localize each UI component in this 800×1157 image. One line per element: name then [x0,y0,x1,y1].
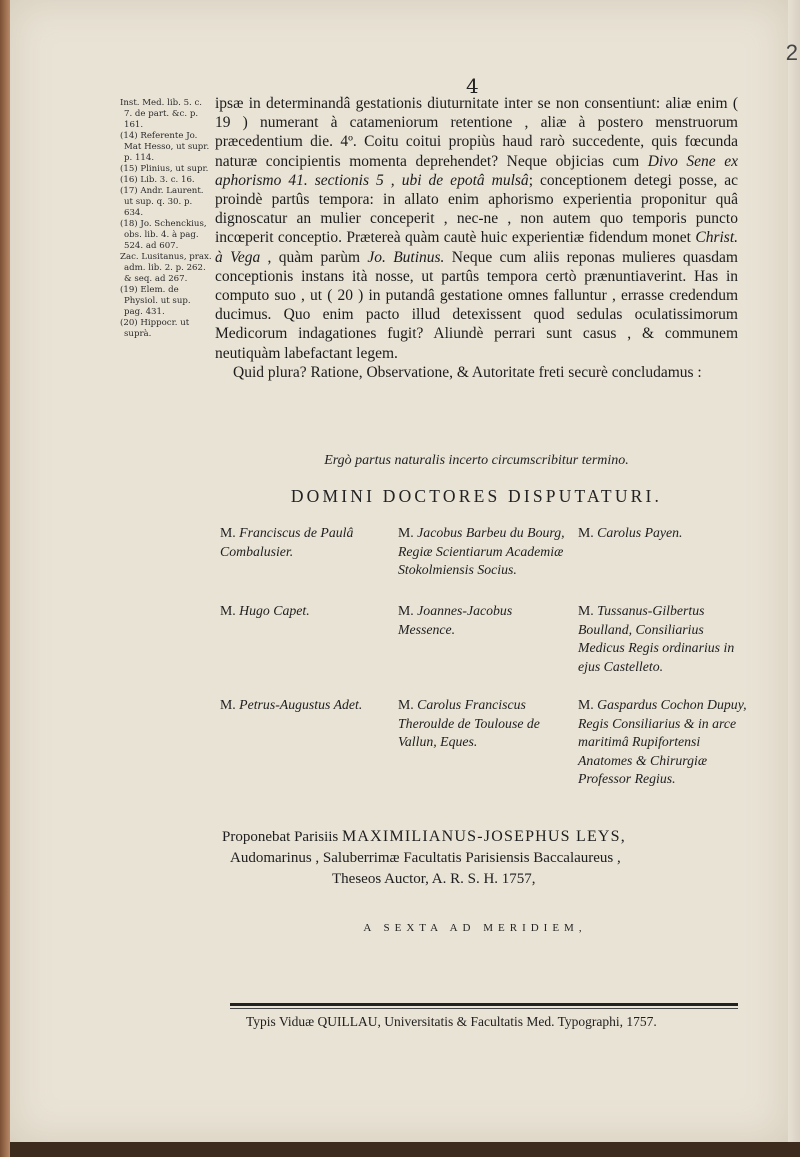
author-name: Christ. à Vega [215,229,738,266]
doctor-entry [578,602,748,676]
doctor-name: Petrus-Augustus Adet. [239,697,363,712]
text-run: , quàm parùm [260,248,368,266]
doctor-name: Hugo Capet. [239,603,310,618]
printer-imprint: Typis Viduæ QUILLAU, Universitatis & Facultatis Med. Typographi, 1757. [246,1014,657,1029]
main-text [215,94,738,382]
note: (14) Referente Jo. Mat Hesso, ut supr. p. 114. [120,131,210,163]
note: (15) Plinius, ut supr. [120,164,209,174]
note: Inst. Med. lib. 5. c. 7. de part. &c. p. 161. [120,98,203,130]
paragraph: Quid plura? Ratione, Observatione, & Autoritate freti securè concludamus : [233,363,702,381]
doctor-title: M. [398,603,414,618]
doctor-name: Carolus Franciscus Theroulde de Toulouse de Vallun, Eques. [398,697,540,749]
defense-info [222,826,742,890]
doctor-title: M. [398,697,414,712]
note: (20) Hippocr. ut suprà. [120,318,190,339]
doctor-name: Franciscus de Paulâ Combalusier. [220,525,354,559]
doctor-entry [578,696,748,789]
doctor-name: Joannes-Jacobus Messence. [398,603,513,637]
note: (19) Elem. de Physiol. ut sup. pag. 431. [120,285,191,317]
text-run: Proponebat Parisiis [222,829,342,845]
binding-edge [0,0,10,1157]
paragraph [215,94,738,363]
defense-time: A SEXTA AD MERIDIEM, [363,922,587,934]
bottom-edge [10,1142,800,1157]
doctor-title: M. [578,525,594,540]
thesis-author-line: Theseos Auctor, A. R. S. H. 1757, [332,871,536,887]
page-number: 4 [466,74,479,98]
note: Zac. Lusitanus, prax. adm. lib. 2. p. 262. & seq. ad 267. [120,252,212,284]
text-run: ipsæ in determinandâ gestationis diuturnitate inter se non consentiunt: aliæ enim ( 19 ) numerant à catameniorum retentione , aliæ à postero menstruorum præcedentium die. 4º. Coitu coitui propiùs haud rarò succedente, quis fœcunda naturæ concipientis momenta deprehendet? Neque objicias cum [215,95,738,170]
doctor-title: M. [398,525,414,540]
edge-number: 2 [785,40,798,65]
doctor-name: Jacobus Barbeu du Bourg, Regiæ Scientiarum Academiæ Stokolmiensis Socius. [398,525,565,577]
doctor-title: M. [220,697,236,712]
margin-notes [120,98,212,340]
doctor-title: M. [578,697,594,712]
divider-rule-thin [230,1008,738,1009]
doctors-heading: DOMINI DOCTORES DISPUTATURI. [290,486,663,506]
conclusion: Ergò partus naturalis incerto circumscribitur termino. [324,453,629,468]
text-run: ; conceptionem detegi posse, ac proindè partûs tempora: in allato enim aphorismo experientia proponitur quâ dignoscatur an mulier conceperit , nec-ne , non autem quo temporis puncto incœperit conceptio. Prætereà quàm cautè huic experientiæ fidendum monet [215,171,738,247]
doctor-entry [398,696,566,752]
page-edge [785,0,800,1157]
doctor-title: M. [220,525,236,540]
doctor-name: Carolus Payen. [597,525,683,540]
text-run: Neque cum aliis reponas mulieres quasdam conceptionis instans ità nosse, ut partûs tempora certò prænuntiaverint. Has in computo suo , ut ( 20 ) in putandâ gestatione omnes falluntur , errasse credendum ducimus. Quo enim pacto illud detexissent quod sedulas oculatissimorum Medicorum indagationes fugit? Aliundè perrari sunt casus , & communem neutiquàm labefactant legem. [215,248,738,362]
citation: Divo Sene ex aphorismo 41. sectionis 5 , ubi de epotâ mulsâ [215,152,738,189]
doctor-title: M. [578,603,594,618]
note: (17) Andr. Laurent. ut sup. q. 30. p. 634. [120,186,204,218]
doctor-entry [220,524,395,561]
doctor-name: Gaspardus Cochon Dupuy, Regis Consiliarius & in arce maritimâ Rupifortensi Anatomes & Chirurgiæ Professor Regius. [578,697,747,786]
doctor-entry [578,524,748,543]
doctor-entry [398,602,566,639]
doctor-entry [398,524,566,580]
doctor-entry [220,696,395,715]
note: (18) Jo. Schenckius, obs. lib. 4. à pag. 524. ad 607. [120,219,207,251]
proponent-origin: Audomarinus , Saluberrimæ Facultatis Parisiensis Baccalaureus , [230,850,621,866]
proponent-line [222,826,742,848]
divider-rule [230,1003,738,1006]
doctor-title: M. [220,603,236,618]
doctor-name: Tussanus-Gilbertus Boulland, Consiliarius Medicus Regis ordinarius in ejus Castelleto. [578,603,735,674]
doctor-entry [220,602,395,621]
author-name: Jo. Butinus. [367,248,445,266]
proponent-name: MAXIMILIANUS-JOSEPHUS LEYS, [342,828,626,845]
note: (16) Lib. 3. c. 16. [120,175,195,185]
